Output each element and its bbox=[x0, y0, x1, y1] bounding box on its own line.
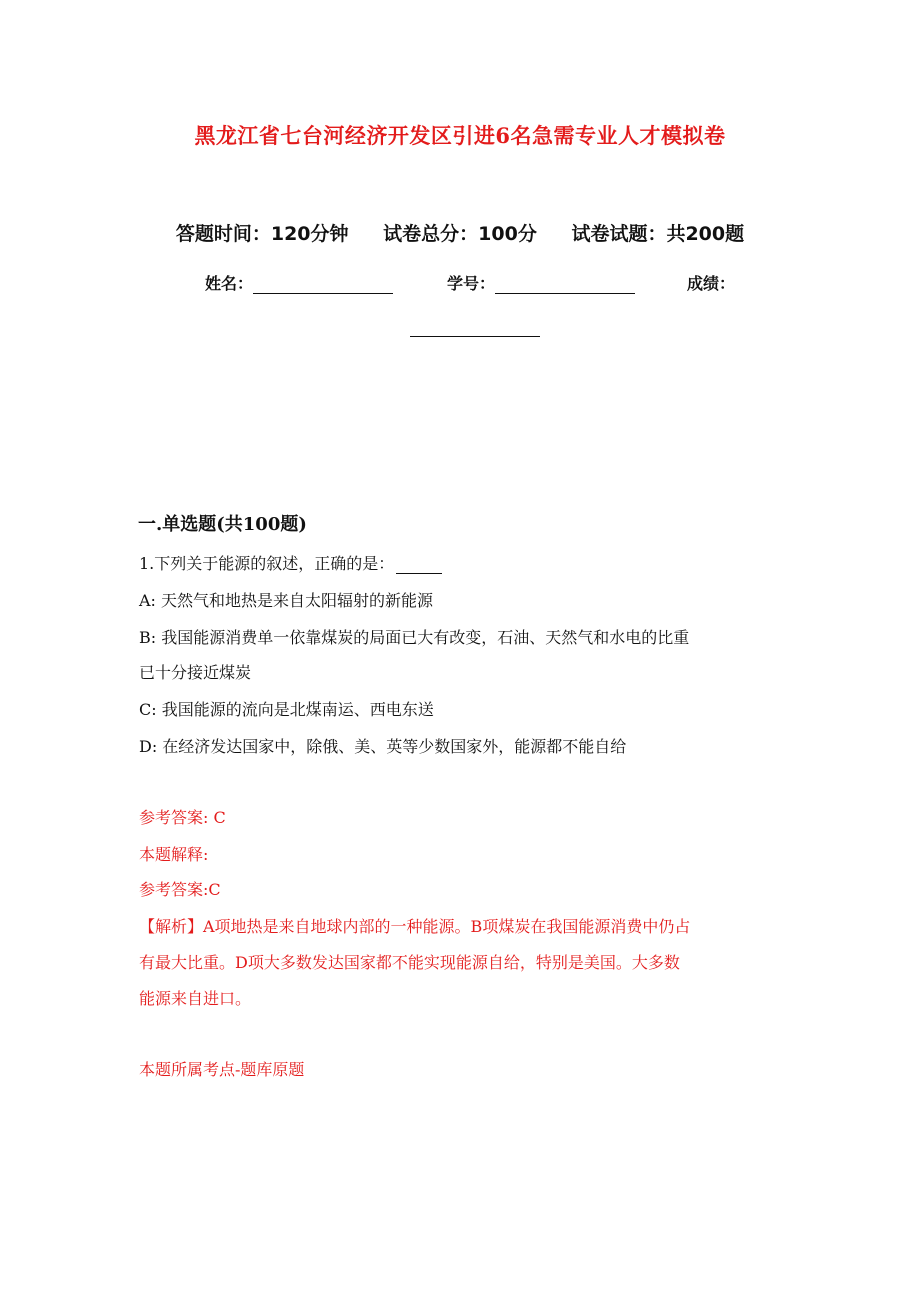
analysis-line2: 有最大比重。D项大多数发达国家都不能实现能源自给，特别是美国。大多数 bbox=[139, 953, 680, 972]
student-id-field bbox=[447, 271, 635, 294]
page-title: 黑龙江省七台河经济开发区引进6名急需专业人才模拟卷 bbox=[194, 123, 726, 148]
topic-label: 本题所属考点-题库原题 bbox=[139, 1060, 305, 1079]
option-d: D: 在经济发达国家中，除俄、美、英等少数国家外，能源都不能自给 bbox=[139, 737, 627, 756]
analysis-line3: 能源来自进口。 bbox=[139, 989, 252, 1008]
section-title: 一.单选题(共100题) bbox=[138, 514, 307, 535]
analysis-line1: 【解析】A项地热是来自地球内部的一种能源。B项煤炭在我国能源消费中仍占 bbox=[139, 917, 691, 936]
question-stem bbox=[139, 554, 442, 574]
exam-time: 答题时间：120分钟 bbox=[175, 223, 349, 245]
exam-meta bbox=[0, 219, 920, 246]
name-label: 姓名： bbox=[205, 274, 254, 293]
question-stem-text: 1.下列关于能源的叙述，正确的是： bbox=[139, 554, 395, 573]
reference-answer-2: 参考答案:C bbox=[139, 880, 221, 899]
option-b-line2: 已十分接近煤炭 bbox=[139, 663, 252, 682]
student-id-label: 学号： bbox=[447, 274, 496, 293]
option-c: C: 我国能源的流向是北煤南运、西电东送 bbox=[139, 700, 434, 719]
exam-total-score: 试卷总分：100分 bbox=[383, 223, 537, 245]
exam-question-count: 试卷试题：共200题 bbox=[571, 223, 745, 245]
score-blank bbox=[410, 336, 540, 337]
answer-blank bbox=[396, 557, 442, 574]
name-blank bbox=[253, 275, 393, 294]
score-field bbox=[687, 271, 735, 294]
student-id-blank bbox=[495, 275, 635, 294]
option-b-line1: B: 我国能源消费单一依靠煤炭的局面已大有改变，石油、天然气和水电的比重 bbox=[139, 628, 690, 647]
score-label: 成绩： bbox=[687, 274, 736, 293]
name-field bbox=[205, 271, 393, 294]
explanation-label: 本题解释: bbox=[139, 845, 209, 864]
option-a: A: 天然气和地热是来自太阳辐射的新能源 bbox=[139, 591, 434, 610]
reference-answer: 参考答案: C bbox=[139, 808, 226, 827]
